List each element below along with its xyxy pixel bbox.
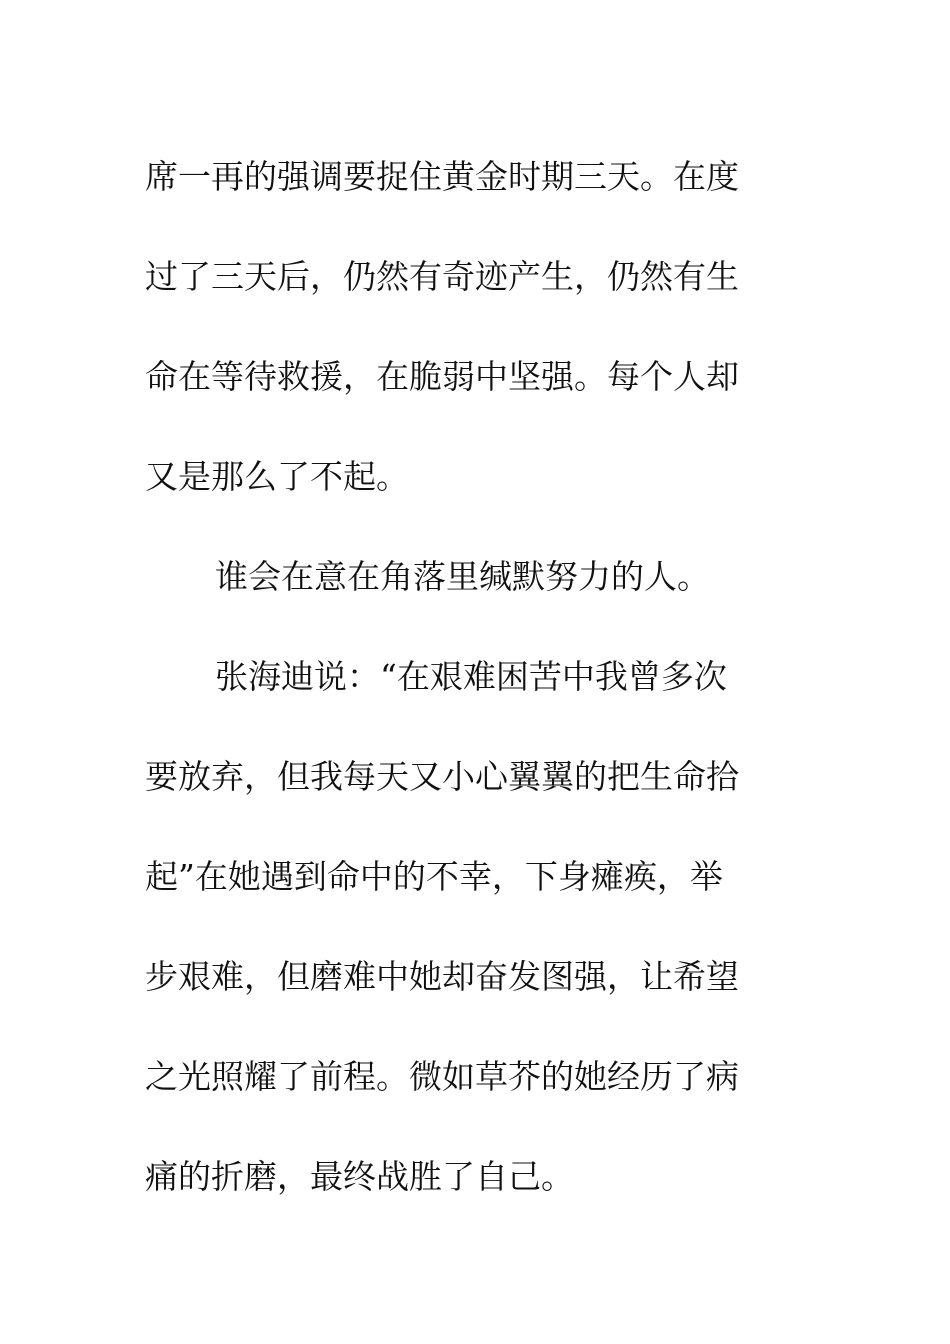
document-body (145, 127, 785, 1227)
text-line: 谁会在意在角落里缄默努力的人。 (215, 557, 710, 596)
text-line: 痛的折磨，最终战胜了自己。 (145, 1157, 574, 1196)
text-line: 又是那么了不起。 (145, 457, 409, 496)
text-line: 席一再的强调要捉住黄金时期三天。在度 (145, 157, 739, 196)
text-line: 步艰难，但磨难中她却奋发图强，让希望 (145, 957, 739, 996)
text-line: 起”在她遇到命中的不幸，下身瘫痪，举 (145, 857, 723, 896)
text-line: 张海迪说：“在艰难困苦中我曾多次 (215, 657, 727, 696)
text-line: 过了三天后，仍然有奇迹产生，仍然有生 (145, 257, 739, 296)
paragraph-silent-effort (145, 527, 785, 627)
paragraph-continuation (145, 127, 785, 527)
paragraph-zhang-haidi (145, 627, 785, 1227)
text-line: 命在等待救援，在脆弱中坚强。每个人却 (145, 357, 739, 396)
text-line: 要放弃，但我每天又小心翼翼的把生命拾 (145, 757, 739, 796)
text-line: 之光照耀了前程。微如草芥的她经历了病 (145, 1057, 739, 1096)
